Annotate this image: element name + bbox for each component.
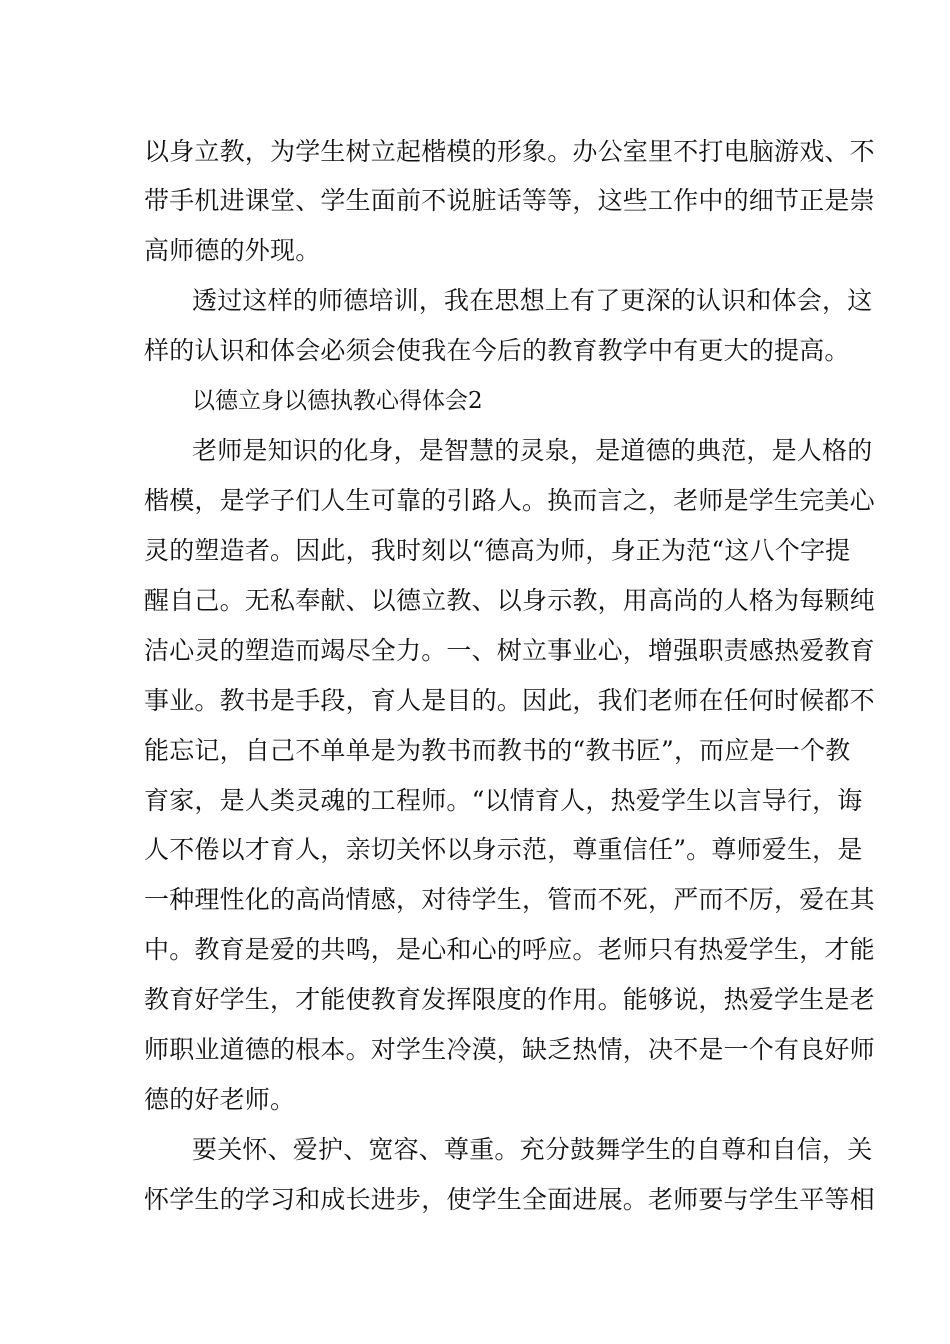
text-line: 以身立教，为学生树立起楷模的形象。办公室里不打电脑游戏、不 [144, 137, 875, 166]
section-heading: 以德立身以德执教心得体会2 [192, 388, 483, 414]
text-line: 醒自己。无私奉献、以德立教、以身示教，用高尚的人格为每颗纯 [144, 586, 875, 615]
text-line: 能忘记，自己不单单是为教书而教书的“教书匠”，而应是一个教 [144, 736, 851, 765]
text-line: 一种理性化的高尚情感，对待学生，管而不死，严而不厉，爱在其 [144, 885, 875, 914]
text-line: 德的好老师。 [144, 1085, 296, 1114]
text-line: 带手机进课堂、学生面前不说脏话等等，这些工作中的细节正是崇 [144, 186, 875, 215]
text-line: 事业。教书是手段，育人是目的。因此，我们老师在任何时候都不 [144, 686, 875, 715]
text-line: 怀学生的学习和成长进步，使学生全面进展。老师要与学生平等相 [144, 1185, 875, 1214]
text-line: 高师德的外现。 [144, 236, 321, 265]
text-line: 师职业道德的根本。对学生冷漠，缺乏热情，决不是一个有良好师 [144, 1035, 875, 1064]
text-line: 教育好学生，才能使教育发挥限度的作用。能够说，热爱学生是老 [144, 985, 875, 1014]
text-line: 人不倦以才育人，亲切关怀以身示范，尊重信任”。尊师爱生，是 [144, 835, 863, 864]
text-line: 老师是知识的化身，是智慧的灵泉，是道德的典范，是人格的 [192, 436, 873, 465]
text-line: 透过这样的师德培训，我在思想上有了更深的认识和体会，这 [192, 286, 873, 315]
text-line: 中。教育是爱的共鸣，是心和心的呼应。老师只有热爱学生，才能 [144, 935, 875, 964]
text-line: 样的认识和体会必须会使我在今后的教育教学中有更大的提高。 [144, 336, 850, 365]
text-line: 楷模，是学子们人生可靠的引路人。换而言之，老师是学生完美心 [144, 486, 875, 515]
text-line: 洁心灵的塑造而竭尽全力。一、树立事业心，增强职责感热爱教育 [144, 636, 875, 665]
text-line: 灵的塑造者。因此，我时刻以“德高为师，身正为范“这八个字提 [144, 536, 851, 565]
text-line: 育家，是人类灵魂的工程师。“以情育人，热爱学生以言导行，诲 [144, 786, 863, 815]
text-line: 要关怀、爱护、宽容、尊重。充分鼓舞学生的自尊和自信，关 [192, 1135, 873, 1164]
